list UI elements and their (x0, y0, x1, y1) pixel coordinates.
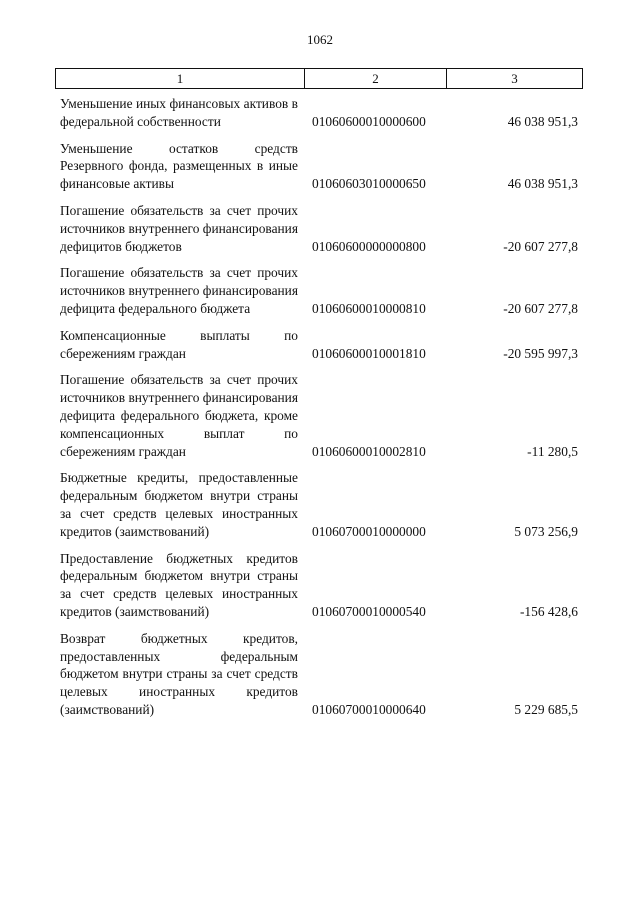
row-code: 01060600010002810 (312, 443, 426, 459)
header-col-1: 1 (56, 69, 305, 88)
table-row (60, 550, 580, 621)
row-name: Погашение обязательств за счет прочих источников внутреннего финансирования дефицита федерального бюджета (60, 265, 298, 316)
table-row (60, 95, 580, 131)
table-row (60, 371, 580, 460)
row-code: 01060600010000810 (312, 300, 426, 316)
table-row (60, 140, 580, 193)
table-header (55, 68, 583, 89)
row-code: 01060600010001810 (312, 345, 426, 361)
row-code: 01060700010000540 (312, 603, 426, 619)
header-col-3: 3 (511, 71, 518, 86)
row-name: Погашение обязательств за счет прочих источников внутреннего финансирования дефицита федерального бюджета, кроме компенсационных выплат по сбережениям граждан (60, 372, 298, 459)
row-amount: 46 038 951,3 (507, 113, 578, 129)
page-number: 1062 (307, 32, 333, 47)
row-name: Погашение обязательств за счет прочих источников внутреннего финансирования дефицитов бюджетов (60, 202, 298, 254)
row-name: Бюджетные кредиты, предоставленные федеральным бюджетом внутри страны за счет средств целевых иностранных кредитов (заимствований) (60, 470, 298, 539)
row-name: Уменьшение остатков средств Резервного фонда, размещенных в иные финансовые активы (60, 140, 298, 192)
row-amount: -20 595 997,3 (503, 345, 578, 361)
row-name: Уменьшение иных финансовых активов в федеральной собственности (60, 96, 298, 129)
row-code: 01060700010000000 (312, 523, 426, 539)
row-name: Компенсационные выплаты по сбережениям граждан (60, 327, 298, 361)
row-amount: 46 038 951,3 (507, 176, 578, 192)
table-row (60, 202, 580, 255)
header-col-2: 2 (305, 69, 447, 88)
table-row (60, 630, 580, 719)
row-amount: 5 229 685,5 (514, 701, 578, 717)
row-name: Возврат бюджетных кредитов, предоставленных федеральным бюджетом внутри страны за счет средств целевых иностранных кредитов (заимствований) (60, 630, 298, 717)
row-name: Предоставление бюджетных кредитов федеральным бюджетом внутри страны за счет средств целевых иностранных кредитов (заимствований) (60, 550, 298, 619)
table-row (60, 264, 580, 317)
row-amount: -156 428,6 (519, 603, 578, 619)
row-code: 01060600010000600 (312, 113, 426, 129)
row-code: 01060600000000800 (312, 238, 426, 254)
table-body (60, 95, 580, 728)
row-amount: -20 607 277,8 (503, 238, 578, 254)
row-amount: -11 280,5 (527, 443, 578, 459)
row-amount: -20 607 277,8 (503, 300, 578, 316)
table-row (60, 327, 580, 363)
table-row (60, 469, 580, 540)
row-amount: 5 073 256,9 (514, 523, 578, 539)
row-code: 01060603010000650 (312, 176, 426, 192)
row-code: 01060700010000640 (312, 701, 426, 717)
